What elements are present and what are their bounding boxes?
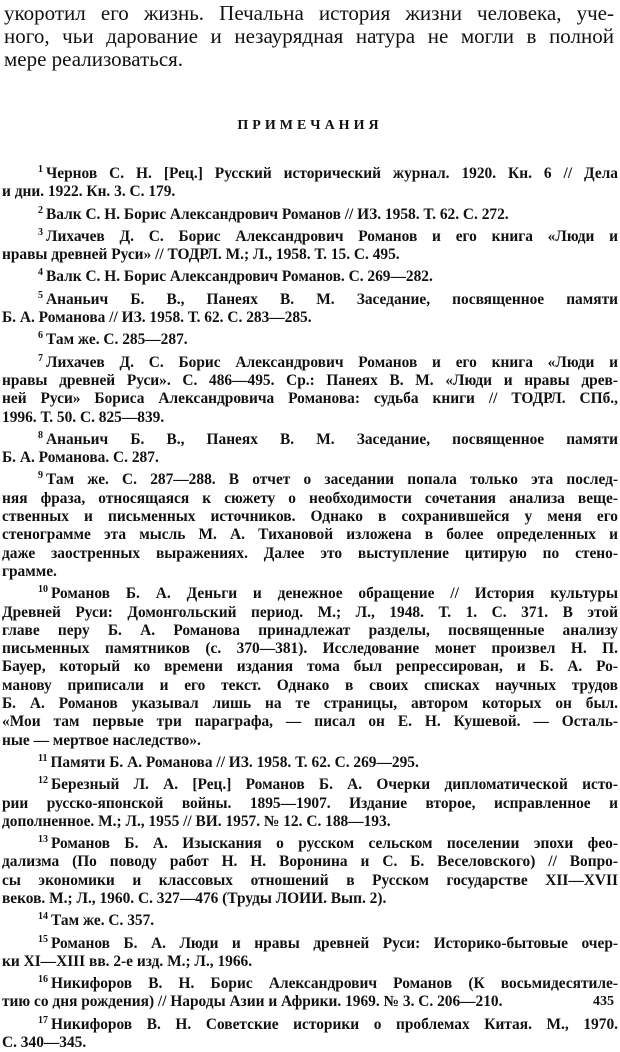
footnote-line bbox=[2, 327, 618, 349]
page-number: 435 bbox=[593, 994, 614, 1009]
footnote bbox=[2, 427, 618, 468]
footnote-text: Лихачев Д. С. Борис Александрович Романов и его книга «Люди и bbox=[46, 227, 618, 245]
footnote-text: и дни. 1922. Кн. 3. С. 179. bbox=[2, 183, 176, 201]
footnote-text: рии русско-японской войны. 1895—1907. Издание второе, исправленное и bbox=[2, 794, 618, 812]
footnote bbox=[2, 971, 618, 1012]
footnote bbox=[2, 350, 618, 427]
footnote-text: 1996. Т. 50. С. 825—839. bbox=[2, 408, 165, 426]
footnote-text: манову приписали и его текст. Однако в своих списках научных трудов bbox=[2, 676, 618, 694]
footnote-number: 12 bbox=[38, 775, 48, 787]
footnote bbox=[2, 327, 618, 349]
footnote-line bbox=[2, 772, 618, 794]
footnote-line bbox=[2, 526, 618, 544]
footnote-line bbox=[2, 872, 618, 890]
notes-list bbox=[2, 161, 618, 1052]
footnote-line bbox=[2, 390, 618, 408]
footnote-text: дализма (По поводу работ Н. Н. Воронина и С. Б. Веселовского) // Вопро- bbox=[2, 853, 618, 871]
footnote-text: ные — мертвое наследство». bbox=[2, 731, 201, 749]
footnote-text: «Мои там первые три параграфа, — писал он Е. Н. Кушевой. — Осталь- bbox=[2, 713, 618, 731]
footnote-number: 15 bbox=[38, 933, 48, 945]
footnote-number: 3 bbox=[38, 226, 43, 238]
footnote-text: Березный Л. А. [Рец.] Романов Б. А. Очерки дипломатической исто- bbox=[51, 776, 618, 794]
footnote-text: Б. А. Романов указывал лишь на те страницы, автором которых он был. bbox=[2, 695, 618, 713]
footnote-number: 4 bbox=[38, 267, 43, 279]
footnote-line bbox=[2, 658, 618, 676]
footnote-text: главе перу Б. А. Романова принадлежат разделы, посвященные анализу bbox=[2, 621, 618, 639]
footnote-number: 10 bbox=[38, 584, 48, 596]
footnote-text: письменных памятников (с. 370—381). Исследование монет произвел Н. П. bbox=[2, 640, 618, 658]
footnote-number: 9 bbox=[38, 470, 43, 482]
footnote-number: 14 bbox=[38, 911, 48, 923]
footnote-text: Бауер, который ко времени издания тома был репрессирован, и Б. А. Ро- bbox=[2, 658, 618, 676]
footnote-line bbox=[2, 161, 618, 183]
footnote-text: няя фраза, относящаяся к сюжету о необходимости сочетания анализа веще- bbox=[2, 489, 618, 507]
footnote-line bbox=[2, 427, 618, 449]
footnote-number: 17 bbox=[38, 1014, 48, 1026]
footnote-line bbox=[2, 224, 618, 246]
footnote-text: Памяти Б. А. Романова // ИЗ. 1958. Т. 62. С. 269—295. bbox=[50, 753, 419, 771]
footnote-line bbox=[2, 563, 618, 581]
footnote-line bbox=[2, 287, 618, 309]
footnote bbox=[2, 750, 618, 772]
footnote-text: Древней Руси: Домонгольский период. М.; Л., 1948. Т. 1. С. 371. В этой bbox=[2, 603, 618, 621]
footnote-number: 6 bbox=[38, 330, 43, 342]
footnote-line bbox=[2, 931, 618, 953]
footnote-line bbox=[2, 831, 618, 853]
footnote-text: нравы древней Руси». С. 486—495. Ср.: Панеях В. М. «Люди и нравы древ- bbox=[2, 371, 618, 389]
intro-paragraph bbox=[4, 2, 614, 71]
footnote-text: Б. А. Романова. С. 287. bbox=[2, 449, 159, 467]
footnote-text: ственных и письменных источников. Однако в сохранившейся у меня его bbox=[2, 508, 618, 526]
footnote-line bbox=[2, 372, 618, 390]
footnote-line bbox=[2, 713, 618, 731]
notes-heading: ПРИМЕЧАНИЯ bbox=[237, 118, 383, 133]
footnote-line bbox=[2, 1034, 618, 1052]
footnote-text: Лихачев Д. С. Борис Александрович Романов и его книга «Люди и bbox=[46, 353, 618, 371]
footnote-line bbox=[2, 604, 618, 622]
footnote bbox=[2, 467, 618, 581]
footnote-number: 8 bbox=[38, 429, 43, 441]
footnote bbox=[2, 161, 618, 202]
footnote-line bbox=[2, 953, 618, 971]
footnote-line bbox=[2, 640, 618, 658]
footnote-text: грамме. bbox=[2, 562, 57, 580]
footnote-line bbox=[2, 622, 618, 640]
footnote-line bbox=[2, 508, 618, 526]
intro-line: мере реализоваться. bbox=[4, 47, 184, 71]
footnote bbox=[2, 581, 618, 750]
footnote-line bbox=[2, 545, 618, 563]
footnote bbox=[2, 287, 618, 328]
footnote-line bbox=[2, 350, 618, 372]
footnote-number: 16 bbox=[38, 974, 48, 986]
footnote bbox=[2, 1012, 618, 1052]
footnote-line bbox=[2, 1012, 618, 1034]
footnote bbox=[2, 264, 618, 286]
footnote-text: ней Руси» Бориса Александровича Романова: судьба книги // ТОДРЛ. СПб., bbox=[2, 390, 618, 408]
footnote-text: тию со дня рождения) // Народы Азии и Африки. 1969. № 3. С. 206—210. bbox=[2, 993, 503, 1011]
footnote bbox=[2, 202, 618, 224]
footnote-number: 11 bbox=[38, 752, 48, 764]
footnote-text: Ананьич Б. В., Панеях В. М. Заседание, посвященное памяти bbox=[46, 290, 618, 308]
footnote-text: С. 340—345. bbox=[2, 1034, 87, 1052]
footnote-number: 2 bbox=[38, 204, 43, 216]
footnote-text: Там же. С. 357. bbox=[51, 912, 155, 930]
footnote-text: Б. А. Романова // ИЗ. 1958. Т. 62. С. 283—285. bbox=[2, 309, 312, 327]
footnote-text: Никифоров В. Н. Советские историки о проблемах Китая. М., 1970. bbox=[51, 1015, 618, 1033]
footnote-text: Там же. С. 285—287. bbox=[46, 331, 188, 349]
footnote-text: Валк С. Н. Борис Александрович Романов // ИЗ. 1958. Т. 62. С. 272. bbox=[46, 205, 509, 223]
footnote-text: веков. М.; Л., 1960. С. 327—476 (Труды ЛОИИ. Вып. 2). bbox=[2, 889, 387, 907]
footnote-line bbox=[2, 890, 618, 908]
footnote-text: Валк С. Н. Борис Александрович Романов. С. 269—282. bbox=[46, 268, 433, 286]
footnote-line bbox=[2, 993, 618, 1011]
footnote-text: ки XI—XIII вв. 2-е изд. М.; Л., 1966. bbox=[2, 952, 253, 970]
footnote-number: 1 bbox=[38, 164, 43, 175]
footnote-line bbox=[2, 246, 618, 264]
footnote bbox=[2, 224, 618, 265]
footnote-number: 13 bbox=[38, 834, 48, 846]
intro-line: укоротил его жизнь. Печальна история жизни человека, уче- bbox=[4, 1, 614, 25]
footnote-line bbox=[2, 750, 618, 772]
footnote-line bbox=[2, 183, 618, 201]
footnote-line bbox=[2, 581, 618, 603]
footnote-line bbox=[2, 490, 618, 508]
footnote-text: сы экономики и классовых отношений в Русском государстве XII—XVII bbox=[2, 871, 618, 889]
footnote-text: Чернов С. Н. [Рец.] Русский исторический журнал. 1920. Кн. 6 // Дела bbox=[46, 165, 618, 182]
footnote-line bbox=[2, 853, 618, 871]
footnote-text: даже заостренных выражениях. Далее это выступление цитирую по стено- bbox=[2, 544, 618, 562]
footnote-line bbox=[2, 449, 618, 467]
footnote-line bbox=[2, 309, 618, 327]
footnote-text: Романов Б. А. Деньги и денежное обращение // История культуры bbox=[51, 585, 618, 603]
footnote-line bbox=[2, 732, 618, 750]
footnote-line bbox=[2, 908, 618, 930]
footnote-line bbox=[2, 795, 618, 813]
footnote-text: стенограмме эта мысль М. А. Тихановой изложена в более определенных и bbox=[2, 526, 618, 544]
footnote-text: Романов Б. А. Люди и нравы древней Руси: Историко-бытовые очер- bbox=[51, 934, 618, 952]
footnote-text: дополненное. М.; Л., 1955 // ВИ. 1957. № 12. С. 188—193. bbox=[2, 812, 391, 830]
footnote-line bbox=[2, 202, 618, 224]
footnote-line bbox=[2, 467, 618, 489]
footnote-line bbox=[2, 971, 618, 993]
footnote-line bbox=[2, 409, 618, 427]
footnote-line bbox=[2, 813, 618, 831]
footnote-line bbox=[2, 264, 618, 286]
footnote-line bbox=[2, 695, 618, 713]
footnote-text: нравы древней Руси» // ТОДРЛ. М.; Л., 1958. Т. 15. С. 495. bbox=[2, 246, 400, 264]
footnote bbox=[2, 931, 618, 972]
footnote bbox=[2, 772, 618, 831]
footnote-text: Там же. С. 287—288. В отчет о заседании попала только эта послед- bbox=[46, 471, 618, 489]
footnote-line bbox=[2, 677, 618, 695]
footnote-number: 7 bbox=[38, 352, 43, 364]
footnote-text: Никифоров В. Н. Борис Александрович Романов (К восьмидесятиле- bbox=[51, 975, 618, 993]
footnote-text: Ананьич Б. В., Панеях В. М. Заседание, посвященное памяти bbox=[46, 430, 618, 448]
footnote-text: Романов Б. А. Изыскания о русском сельском поселении эпохи фео- bbox=[51, 835, 618, 853]
footnote bbox=[2, 831, 618, 908]
footnote-number: 5 bbox=[38, 289, 43, 301]
intro-line: ного, чьи дарование и незаурядная натура не могли в полной bbox=[4, 24, 614, 48]
footnote bbox=[2, 908, 618, 930]
